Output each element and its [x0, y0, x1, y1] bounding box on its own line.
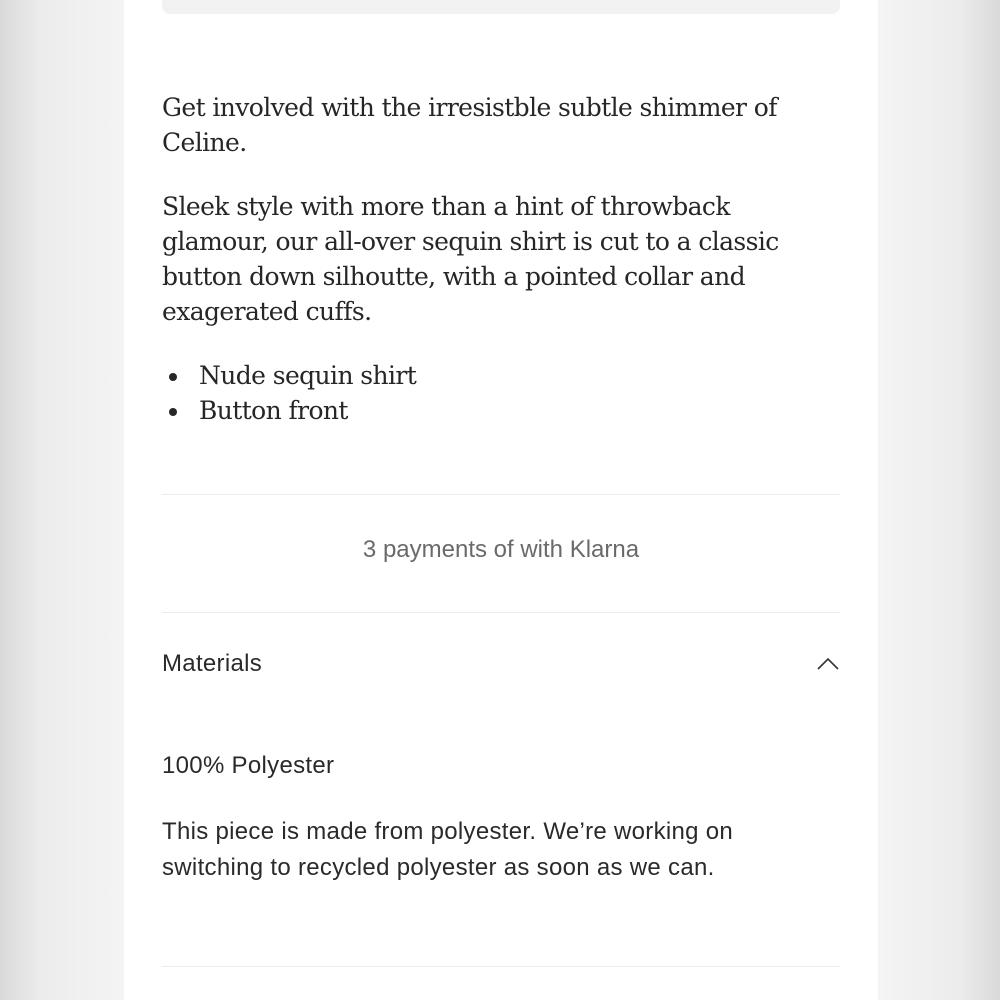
list-item: Button front	[199, 393, 842, 428]
chevron-up-icon[interactable]	[816, 652, 840, 676]
divider	[162, 966, 840, 967]
description-body: Sleek style with more than a hint of throwback glamour, our all-over sequin shirt is cut to a classic button down silhoutte, with a pointed collar and exagerated cuffs.	[162, 192, 779, 326]
feature-list	[162, 358, 842, 428]
klarna-payment-message[interactable]: 3 payments of with Klarna	[362, 536, 640, 563]
material-composition: 100% Polyester	[162, 752, 335, 779]
material-note: This piece is made from polyester. We’re working on switching to recycled polyester as soon as we can.	[162, 818, 734, 881]
divider	[162, 494, 840, 495]
materials-accordion-header[interactable]	[162, 630, 840, 700]
materials-title: Materials	[162, 650, 263, 677]
materials-content	[162, 748, 840, 916]
product-details-panel	[124, 0, 878, 1000]
description-intro: Get involved with the irresistble subtle shimmer of Celine.	[162, 93, 777, 157]
product-description	[162, 90, 842, 428]
top-field-edge	[162, 0, 840, 14]
divider	[162, 612, 840, 613]
list-item: Nude sequin shirt	[199, 358, 842, 393]
